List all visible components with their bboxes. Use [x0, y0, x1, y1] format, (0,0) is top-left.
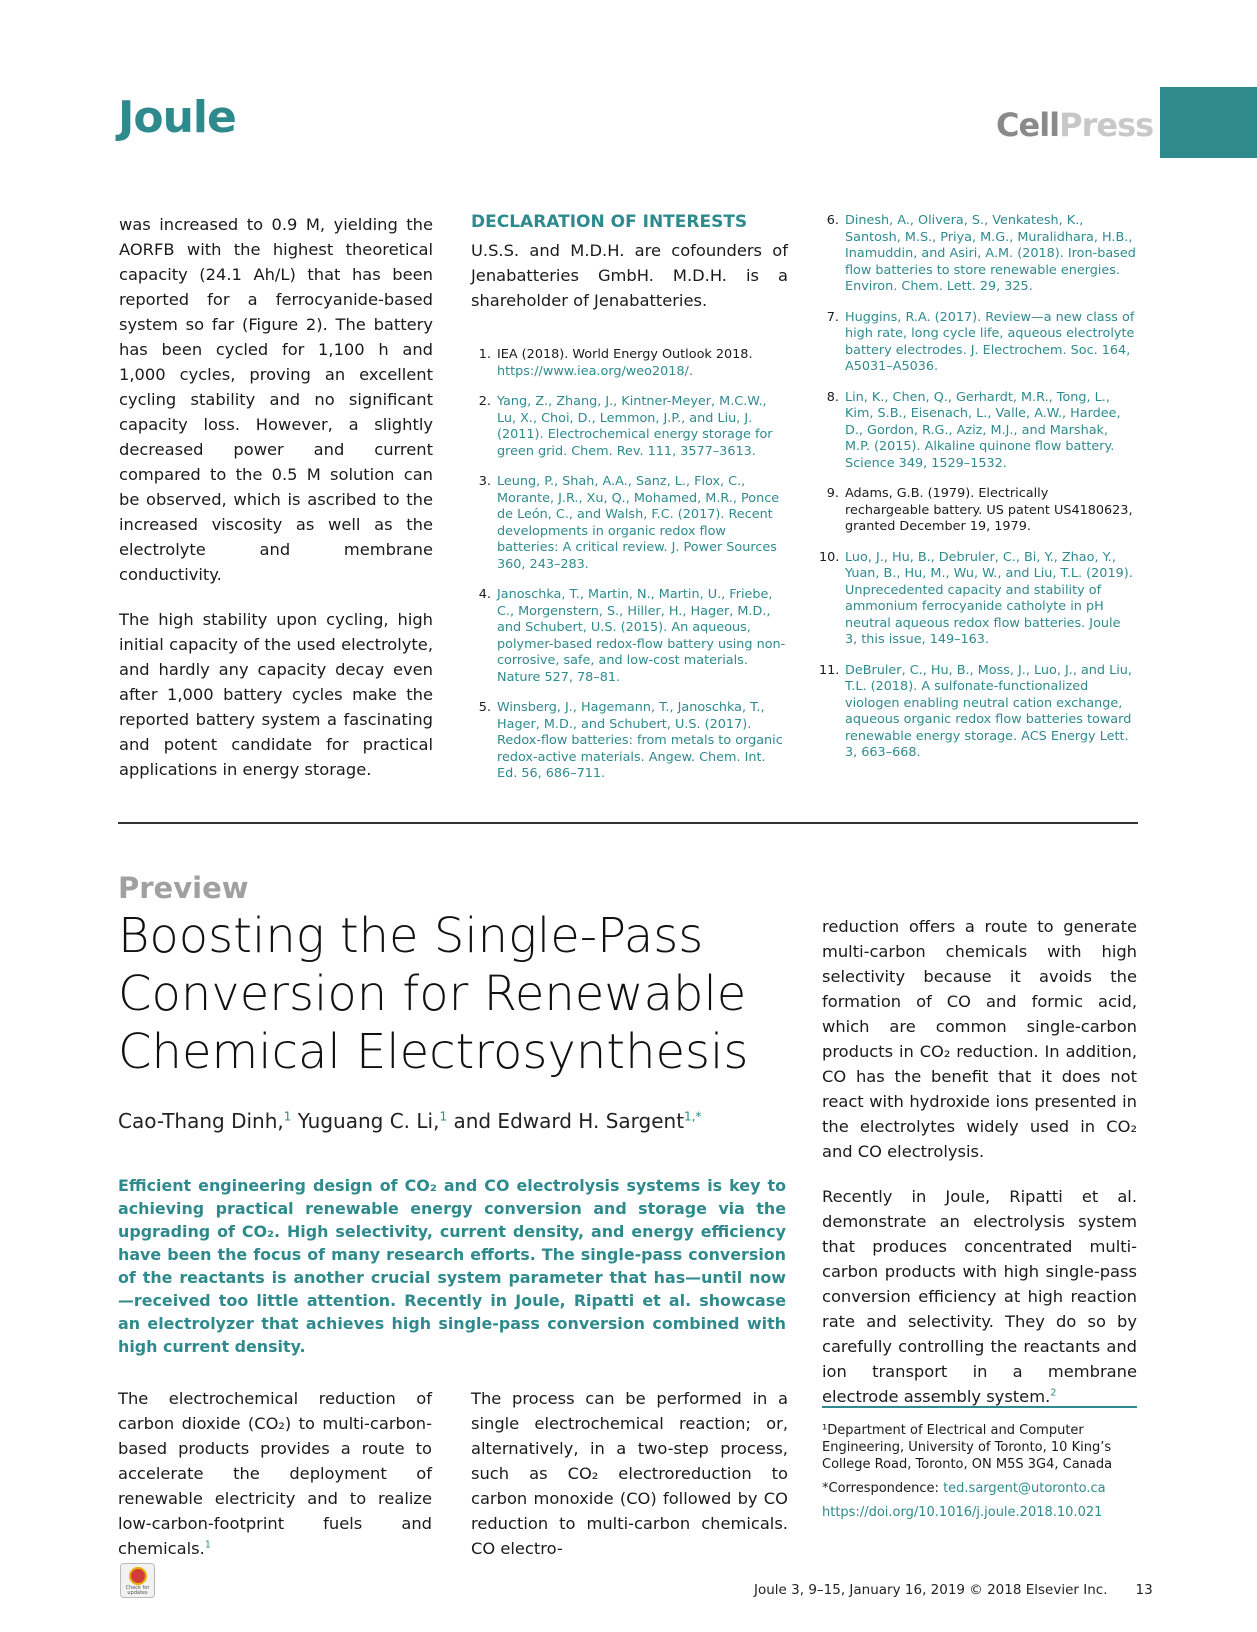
citation-mark[interactable]: 2	[1050, 1387, 1057, 1399]
author-list	[118, 1109, 702, 1133]
page-number: 13	[1135, 1582, 1153, 1598]
paragraph: was increased to 0.9 M, yielding the AORFB with the highest theoretical capacity (24.1 Ah/L) that has been reported for a ferrocyanide-based system so far (Figure 2). The battery has been cycled for 1,100 h and 1,000 cycles, proving an excellent cycling stability and no significant capacity loss. However, a slightly decreased power and current compared to the 0.5 M solution can be observed, which is ascribed to the increased viscosity as well as the electrolyte and membrane conductivity.	[119, 215, 433, 584]
reference-number: 2.	[478, 394, 491, 409]
reference-number: 10.	[819, 549, 840, 565]
publisher-logo-cell: Cell	[996, 106, 1060, 144]
paragraph-text: The electrochemical reduction of carbon dioxide (CO₂) to multi-carbon-based products provides a route to accelerate the deployment of renewable electricity and to realize low-carbon-footprint fuels and chemicals.	[118, 1389, 432, 1558]
paragraph: The high stability upon cycling, high initial capacity of the used electrolyte, and hardly any capacity decay even after 1,000 battery cycles make the reported battery system a fascinating and potent candidate for practical applications in energy storage.	[119, 610, 433, 779]
reference-text[interactable]: Janoschka, T., Martin, N., Martin, U., Friebe, C., Morgenstern, S., Hiller, H., Hager, M.D., and Schubert, U.S. (2015). An aqueous, polymer-based redox-flow battery using non-corrosive, safe, and low-cost materials. Nature 527, 78–81.	[497, 587, 786, 685]
author-affiliation-mark[interactable]: 1	[439, 1109, 448, 1124]
reference-number: 8.	[826, 389, 839, 405]
paragraph: reduction offers a route to generate multi-carbon chemicals with high selectivity because it avoids the formation of CO and formic acid, which are common single-carbon products in CO₂ reduction. In addition, CO has the benefit that it does not react with hydroxide ions presented in the electrolytes widely used in CO₂ and CO electrolysis.	[822, 917, 1137, 1161]
reference-number: 9.	[826, 486, 839, 501]
page-footer	[754, 1582, 1153, 1598]
reference-number: 6.	[826, 213, 839, 228]
reference-text[interactable]: Winsberg, J., Hagemann, T., Janoschka, T., Hager, M.D., and Schubert, U.S. (2017). Redox-flow batteries: from metals to organic redox-active materials. Angew. Chem. Int. Ed. 56, 686–711.	[497, 700, 783, 781]
reference-item[interactable]	[819, 213, 1136, 296]
author-name: Cao-Thang Dinh,	[118, 1109, 284, 1133]
check-for-updates-badge[interactable]	[120, 1563, 155, 1598]
affiliation-text: ¹Department of Electrical and Computer Engineering, University of Toronto, 10 King’s College Road, Toronto, ON M5S 3G4, Canada	[822, 1423, 1113, 1472]
reference-item[interactable]	[819, 663, 1136, 762]
publisher-logo	[996, 106, 1153, 144]
paragraph	[822, 1184, 1137, 1409]
reference-item[interactable]	[819, 310, 1136, 376]
badge-label: Check for updates	[125, 1585, 150, 1596]
section-heading: DECLARATION OF INTERESTS	[471, 212, 748, 232]
reference-text[interactable]: DeBruler, C., Hu, B., Moss, J., Luo, J., and Liu, T.L. (2018). A sulfonate-functionalized viologen enabling neutral cation exchange, aqueous organic redox flow batteries toward renewable energy storage. ACS Energy Lett. 3, 663–668.	[845, 662, 1132, 760]
declaration-of-interests	[471, 212, 788, 313]
publisher-logo-press: Press	[1059, 106, 1154, 144]
correspondence	[822, 1480, 1137, 1497]
reference-item[interactable]	[471, 474, 788, 573]
body-column-left	[118, 1386, 432, 1581]
update-badge-icon	[129, 1567, 147, 1585]
reference-item[interactable]	[471, 700, 788, 783]
reference-text[interactable]: Luo, J., Hu, B., Debruler, C., Bi, Y., Zhao, Y., Yuan, B., Hu, M., Wu, W., and Liu, T.L. (2019). Unprecedented capacity and stability of ammonium ferrocyanide catholyte in pH neutral aqueous redox flow batteries. Joule 3, this issue, 149–163.	[845, 549, 1133, 647]
abstract: Efficient engineering design of CO₂ and CO electrolysis systems is key to achieving practical renewable energy conversion and storage via the upgrading of CO₂. High selectivity, current density, and energy efficiency have been the focus of many research efforts. The single-pass conversion of the reactants is another crucial system parameter that has—until now—received too little attention. Recently in Joule, Ripatti et al. showcase an electrolyzer that achieves high single-pass conversion combined with high current density.	[118, 1176, 786, 1356]
journal-logo: Joule	[118, 92, 236, 143]
reference-text[interactable]: Lin, K., Chen, Q., Gerhardt, M.R., Tong, L., Kim, S.B., Eisenach, L., Valle, A.W., Hardee, D., Gordon, R.G., Aziz, M.J., and Marshak, M.P. (2015). Alkaline quinone flow battery. Science 349, 1529–1532.	[845, 389, 1121, 471]
article-title: Boosting the Single-Pass Conversion for Renewable Chemical Electrosynthesis	[118, 908, 749, 1080]
body-column-middle	[471, 1386, 788, 1581]
reference-text[interactable]: Yang, Z., Zhang, J., Kintner-Meyer, M.C.W., Lu, X., Choi, D., Lemmon, J.P., and Liu, J. (2011). Electrochemical energy storage for green grid. Chem. Rev. 111, 3577–3613.	[497, 394, 773, 459]
declaration-text: U.S.S. and M.D.H. are cofounders of Jenabatteries GmbH. M.D.H. is a shareholder of Jenabatteries.	[471, 241, 788, 310]
author-name: Yuguang C. Li,	[291, 1109, 440, 1133]
citation-mark[interactable]: 1	[204, 1539, 211, 1551]
article-type-label: Preview	[118, 871, 249, 905]
reference-item	[471, 347, 788, 380]
reference-text: Adams, G.B. (1979). Electrically rechargeable battery. US patent US4180623, granted December 19, 1979.	[845, 486, 1133, 534]
reference-link[interactable]: https://www.iea.org/weo2018/.	[497, 363, 693, 379]
reference-number: 7.	[826, 309, 839, 325]
footer-citation: Joule 3, 9–15, January 16, 2019 © 2018 Elsevier Inc.	[754, 1582, 1108, 1598]
affiliation-block	[822, 1422, 1137, 1528]
body-column-right	[822, 914, 1137, 1429]
author-affiliation-mark[interactable]: 1	[283, 1109, 292, 1124]
reference-number: 4.	[478, 587, 491, 602]
reference-number: 5.	[478, 700, 491, 715]
reference-number: 1.	[478, 347, 491, 362]
reference-item[interactable]	[819, 550, 1136, 649]
section-divider	[118, 822, 1138, 824]
doi-link[interactable]: https://doi.org/10.1016/j.joule.2018.10.021	[822, 1505, 1103, 1520]
reference-item[interactable]	[471, 587, 788, 686]
reference-text[interactable]: Dinesh, A., Olivera, S., Venkatesh, K., Santosh, M.S., Priya, M.G., Muralidhara, H.B., Inamuddin, and Asiri, A.M. (2018). Iron-based flow batteries to store renewable energies. Environ. Chem. Lett. 29, 325.	[845, 213, 1136, 294]
corner-tab	[1160, 87, 1257, 158]
reference-item	[819, 486, 1136, 536]
paragraph: The process can be performed in a single electrochemical reaction; or, alternatively, in a two-step process, such as CO₂ electroreduction to carbon monoxide (CO) followed by CO reduction to multi-carbon chemicals. CO electro-	[471, 1389, 788, 1558]
paragraph-text: Recently in Joule, Ripatti et al. demonstrate an electrolysis system that produces concentrated multi-carbon products with high single-pass conversion efficiency at high reaction rate and selectivity. They do so by carefully controlling the reactants and ion transport in a membrane electrode assembly system.	[822, 1187, 1137, 1406]
reference-text[interactable]: Huggins, R.A. (2017). Review—a new class of high rate, long cycle life, aqueous electrolyte battery electrodes. J. Electrochem. Soc. 164, A5031–A5036.	[845, 309, 1135, 374]
author-affiliation-mark[interactable]: 1,*	[684, 1109, 702, 1124]
correspondence-email-link[interactable]: ted.sargent@utoronto.ca	[943, 1481, 1106, 1496]
affiliation-rule	[822, 1406, 1137, 1408]
article-continuation	[119, 212, 433, 802]
reference-number: 11.	[819, 662, 840, 678]
reference-text: IEA (2018). World Energy Outlook 2018.	[497, 347, 753, 362]
paragraph	[118, 1386, 432, 1561]
reference-item[interactable]	[819, 390, 1136, 473]
correspondence-label: *Correspondence:	[822, 1481, 944, 1496]
reference-list	[471, 347, 788, 797]
reference-item[interactable]	[471, 394, 788, 460]
reference-text[interactable]: Leung, P., Shah, A.A., Sanz, L., Flox, C., Morante, J.R., Xu, Q., Mohamed, M.R., Ponce de León, C., and Walsh, F.C. (2017). Recent developments in organic redox flow batteries: A critical review. J. Power Sources 360, 243–283.	[497, 474, 780, 572]
author-name: and Edward H. Sargent	[447, 1109, 685, 1133]
reference-list	[819, 213, 1136, 776]
reference-number: 3.	[478, 474, 491, 489]
